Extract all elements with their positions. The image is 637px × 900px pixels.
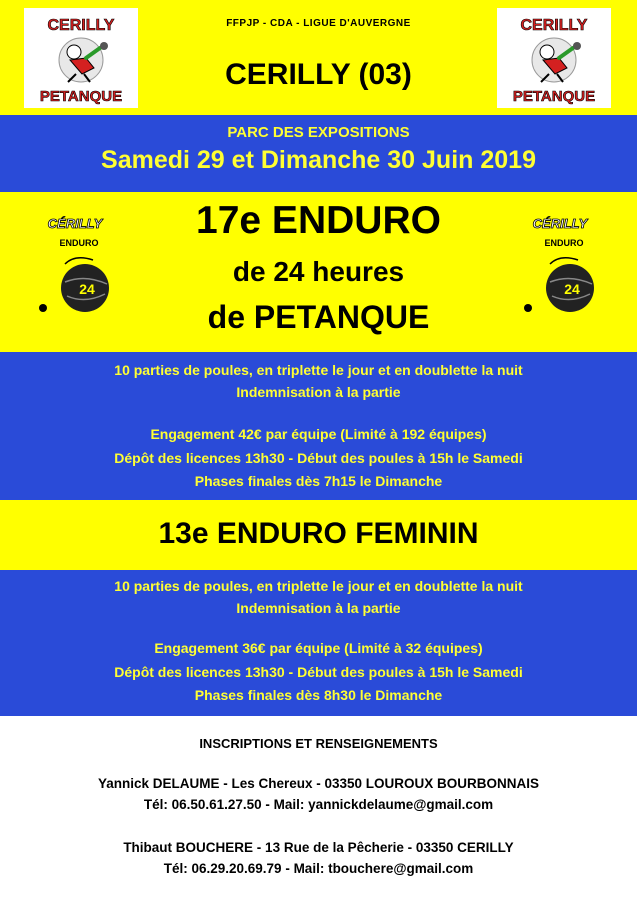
enduro-title-band bbox=[0, 192, 637, 352]
enduro-title: 17e ENDURO bbox=[196, 199, 441, 242]
feminin-finals: Phases finales dès 8h30 le Dimanche bbox=[194, 687, 443, 703]
date-band bbox=[0, 115, 637, 192]
feminin-entry-fee: Engagement 36€ par équipe (Limité à 32 équipes) bbox=[154, 640, 483, 656]
venue: PARC DES EXPOSITIONS bbox=[227, 124, 410, 141]
federation-line: FFPJP - CDA - LIGUE D'AUVERGNE bbox=[226, 18, 411, 29]
mixed-format: 10 parties de poules, en triplette le jour et en doublette la nuit bbox=[114, 362, 523, 378]
feminin-title: 13e ENDURO FEMININ bbox=[158, 517, 479, 550]
feminin-details-band bbox=[0, 570, 637, 716]
event-dates: Samedi 29 et Dimanche 30 Juin 2019 bbox=[101, 146, 536, 174]
contact1-phone-mail[interactable]: Tél: 06.50.61.27.50 - Mail: yannickdelaume@gmail.com bbox=[143, 797, 494, 812]
mixed-details-band bbox=[0, 352, 637, 500]
mixed-entry-fee: Engagement 42€ par équipe (Limité à 192 équipes) bbox=[150, 426, 487, 442]
contact2-address: Thibaut BOUCHERE - 13 Rue de la Pêcherie - 03350 CERILLY bbox=[123, 840, 514, 855]
enduro-sport: de PETANQUE bbox=[207, 299, 430, 335]
contact2-phone-mail[interactable]: Tél: 06.29.20.69.79 - Mail: tbouchere@gmail.com bbox=[163, 861, 474, 876]
svg-text:CERILLY: CERILLY bbox=[520, 17, 588, 34]
svg-text:PETANQUE: PETANQUE bbox=[39, 88, 123, 105]
petanque-player-icon bbox=[497, 8, 611, 108]
contact1-address: Yannick DELAUME - Les Chereux - 03350 LOUROUX BOURBONNAIS bbox=[97, 776, 540, 791]
feminin-format: 10 parties de poules, en triplette le jour et en doublette la nuit bbox=[114, 578, 523, 594]
boule-icon bbox=[520, 214, 602, 318]
contacts-title: INSCRIPTIONS ET RENSEIGNEMENTS bbox=[199, 736, 438, 751]
club-logo-right bbox=[497, 8, 611, 108]
town-title: CERILLY (03) bbox=[225, 58, 412, 91]
mixed-compensation: Indemnisation à la partie bbox=[236, 384, 401, 400]
enduro-logo-right bbox=[520, 214, 602, 318]
svg-text:CÉRILLY: CÉRILLY bbox=[532, 216, 588, 231]
feminin-compensation: Indemnisation à la partie bbox=[236, 600, 401, 616]
svg-text:CERILLY: CERILLY bbox=[47, 17, 115, 34]
mixed-schedule: Dépôt des licences 13h30 - Début des poules à 15h le Samedi bbox=[114, 450, 523, 466]
header-band bbox=[0, 0, 637, 115]
svg-text:CÉRILLY: CÉRILLY bbox=[47, 216, 103, 231]
feminin-title-band bbox=[0, 500, 637, 570]
svg-text:PETANQUE: PETANQUE bbox=[512, 88, 596, 105]
mixed-finals: Phases finales dès 7h15 le Dimanche bbox=[194, 473, 443, 489]
svg-text:ENDURO: ENDURO bbox=[544, 238, 584, 248]
svg-text:24: 24 bbox=[79, 281, 95, 297]
enduro-duration: de 24 heures bbox=[232, 256, 405, 287]
svg-text:ENDURO: ENDURO bbox=[59, 238, 99, 248]
contacts-band bbox=[0, 716, 637, 900]
feminin-schedule: Dépôt des licences 13h30 - Début des poules à 15h le Samedi bbox=[114, 664, 523, 680]
svg-text:24: 24 bbox=[564, 281, 580, 297]
